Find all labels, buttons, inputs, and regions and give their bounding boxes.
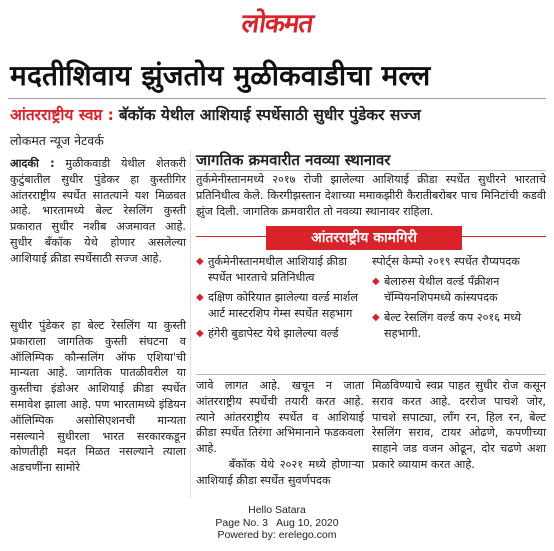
column-divider bbox=[190, 150, 191, 498]
article-text: मिळविण्याचे स्वप्न पाहत सुधीर रोज कसून सराव करत आहे. दररोज पाचशे जोर, पाचशे सपाट्या, लाँग रन, हिल रन, बेल्ट रेसलिंग सराव, टायर ओढणे, कपणीच्या साहाने जड वजन ओढून, दोर चढणे अशा प्रकारे व्यायाम करत आहे. bbox=[372, 379, 546, 471]
footer bbox=[0, 504, 554, 542]
achievements-column-2 bbox=[372, 254, 546, 346]
article-paragraph-4 bbox=[196, 378, 364, 489]
headline-rule bbox=[8, 98, 546, 99]
article-paragraph-3 bbox=[196, 172, 546, 219]
achievements-column-1 bbox=[196, 254, 366, 346]
achievement-item: ◆ बेल्ट रेसलिंग वर्ल्ड कप २०१६ मध्ये सहभागी. bbox=[372, 311, 522, 340]
diamond-bullet-icon: ◆ bbox=[372, 276, 380, 287]
achievement-continued: स्पोर्ट्स केम्पो २०१९ स्पर्धेत रौप्यपदक bbox=[372, 255, 520, 268]
byline: लोकमत न्यूज नेटवर्क bbox=[10, 133, 104, 148]
diamond-bullet-icon: ◆ bbox=[372, 312, 380, 323]
article-paragraph-5 bbox=[372, 378, 546, 473]
powered-by: Powered by: erelego.com bbox=[217, 529, 337, 541]
achievement-item: ◆ बेलारुस येथील वर्ल्ड पॅंक्रीशन चॅम्पियनशिपमध्ये कांस्यपदक bbox=[372, 275, 500, 304]
article-paragraph-1 bbox=[10, 156, 186, 267]
subhead bbox=[10, 102, 550, 128]
edition-name: Hello Satara bbox=[248, 504, 306, 516]
section-subtitle: जागतिक क्रमवारीत नवव्या स्थानावर bbox=[196, 151, 391, 169]
article-text: बँकॉक येथे २०२१ मध्ये होणाऱ्या आशियाई क्रीडा स्पर्धेत सुवर्णपदक bbox=[196, 457, 365, 487]
achievement-item: ◆ दक्षिण कोरियात झालेल्या वर्ल्ड मार्शल आर्ट मास्टरशिप गेम्स स्पर्धेत सहभाग bbox=[196, 291, 358, 320]
subhead-text: बॅकॉक येथील आशियाई स्पर्धेसाठी सुधीर पुंडेकर सज्ज bbox=[118, 106, 421, 124]
article-text: जावे लागत आहे. खचून न जाता आंतरराष्ट्रीय स्पर्धेची तयारी करत आहे. त्याने आंतरराष्ट्रीय स्पर्धेत व आशियाई क्रीडा स्पर्धेत तिरंगा अभिमानाने फडकवला आहे. bbox=[196, 379, 364, 456]
achievement-item: ◆ तुर्कमेनीस्तानमधील आशियाई क्रीडा स्पर्धेत भारताचे प्रतिनिधीत्व bbox=[196, 255, 347, 284]
article-paragraph-2 bbox=[10, 318, 186, 476]
newspaper-logo: लोकमत bbox=[239, 9, 315, 39]
diamond-bullet-icon: ◆ bbox=[196, 292, 204, 303]
article-text: मुळीकवाडी येथील शेतकरी कुटुंबातील सुधीर पुंडेकर हा कुस्तीगिर आंतरराष्ट्रीय स्पर्धेत सातत्याने यश मिळवत आहे. भारतामध्ये बेल्ट रेसलिंग कुस्ती प्रकारात सुधीर नशीब अजमावत आहे. सुधीर बँकॉक येथे होणार असलेल्या आशियाई क्रीडा स्पर्धेसाठी सज्ज आहे. bbox=[10, 157, 187, 265]
diamond-bullet-icon: ◆ bbox=[196, 256, 204, 267]
diamond-bullet-icon: ◆ bbox=[196, 328, 204, 339]
banner-line-left bbox=[196, 236, 266, 237]
headline: मदतीशिवाय झुंजतोय मुळीकवाडीचा मल्ल bbox=[10, 59, 431, 92]
dateline: आदकी : bbox=[10, 157, 55, 170]
achievements-banner: आंतरराष्ट्रीय कामगिरी bbox=[266, 226, 462, 250]
subtitle-rule bbox=[196, 170, 546, 171]
achievement-item: ◆ हंगेरी बुडापेस्ट येथे झालेल्या वर्ल्ड bbox=[196, 327, 339, 340]
banner-line-right bbox=[462, 236, 546, 237]
masthead bbox=[0, 4, 554, 40]
box-rule bbox=[196, 374, 546, 375]
article-text: तुर्कमेनीस्तानमध्ये २०१७ रोजी झालेल्या आशियाई क्रीडा स्पर्धेत सुधीरने भारताचे प्रतिनिधीत्व केले. किरगीझस्तान देशाच्या ममाकझीरी कैरातीबरोबर पाच मिनिटांची कडवी झुंज दिली. जागतिक क्रमवारीत तो नवव्या स्थानावर राहिला. bbox=[196, 173, 546, 218]
article-text: सुधीर पुंडेकर हा बेल्ट रेसलिंग या कुस्ती प्रकाराला जागतिक कुस्ती संघटना व ऑलिम्पिक कौन्सलिंग ऑफ एशिया'ची मान्यता आहे. जागतिक पातळीवरील या कुस्तीचा इंडोअर आशियाई क्रीडा स्पर्धेत समावेश झाला आहे. पण भारतामध्ये इंडियन ऑलिम्पिक असोसिएशनची मान्यता नसल्याने सुधीरला भारत सरकारकडून कोणतीही मदत मिळत नसल्याने त्याला अडचणींना सामोरे bbox=[10, 319, 186, 475]
subhead-kicker: आंतरराष्ट्रीय स्वप्न : bbox=[10, 106, 114, 124]
page-info: Page No. 3 Aug 10, 2020 bbox=[215, 516, 339, 529]
